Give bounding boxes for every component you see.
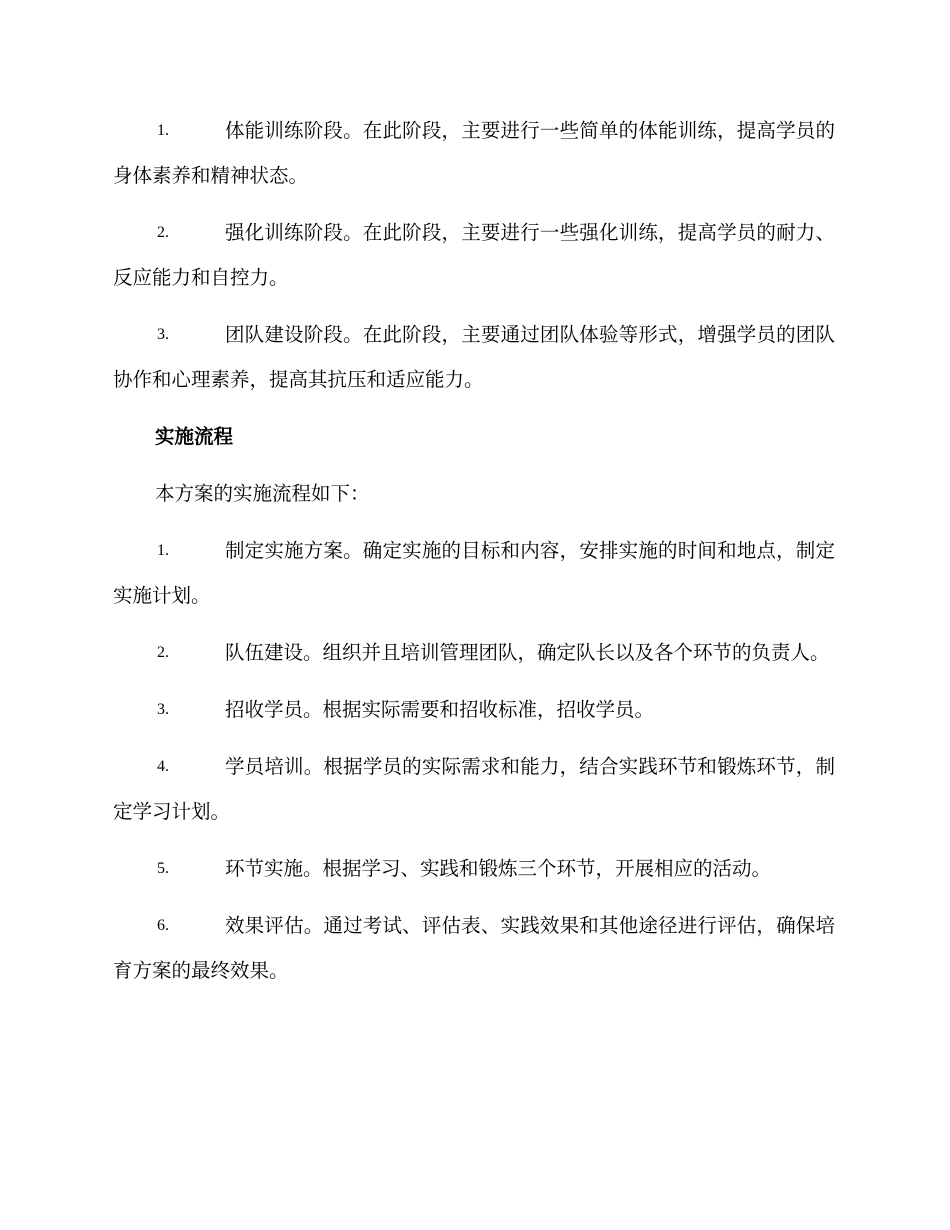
list-number: 2. <box>157 224 169 241</box>
list-text: 体能训练阶段。在此阶段，主要进行一些简单的体能训练，提高学员的身体素养和精神状态。 <box>113 119 835 187</box>
list-number: 3. <box>157 326 169 343</box>
list-text: 队伍建设。组织并且培训管理团队，确定队长以及各个环节的负责人。 <box>225 641 830 664</box>
list-text: 招收学员。根据实际需要和招收标准，招收学员。 <box>225 698 655 721</box>
document-body <box>113 108 835 1005</box>
list-item <box>113 903 835 993</box>
list-text: 团队建设阶段。在此阶段，主要通过团队体验等形式，增强学员的团队协作和心理素养，提高其抗压和适应能力。 <box>113 323 835 391</box>
list-number: 2. <box>157 644 169 661</box>
section-intro: 本方案的实施流程如下： <box>155 482 370 505</box>
list-item <box>113 108 835 198</box>
list-text: 环节实施。根据学习、实践和锻炼三个环节，开展相应的活动。 <box>225 857 772 880</box>
list-item <box>113 528 835 618</box>
list-number: 1. <box>157 542 169 559</box>
list-number: 1. <box>157 122 169 139</box>
list-text: 制定实施方案。确定实施的目标和内容，安排实施的时间和地点，制定实施计划。 <box>113 539 835 607</box>
list-number: 3. <box>157 701 169 718</box>
list-number: 5. <box>157 860 169 877</box>
implementation-steps-list <box>113 528 835 993</box>
list-item <box>113 210 835 300</box>
list-item <box>113 846 835 891</box>
list-text: 效果评估。通过考试、评估表、实践效果和其他途径进行评估，确保培育方案的最终效果。 <box>113 914 835 982</box>
list-item <box>113 312 835 402</box>
section-heading: 实施流程 <box>155 425 234 448</box>
list-number: 4. <box>157 758 169 775</box>
list-number: 6. <box>157 917 169 934</box>
list-item <box>113 630 835 675</box>
list-item <box>113 687 835 732</box>
list-item <box>113 744 835 834</box>
list-text: 强化训练阶段。在此阶段，主要进行一些强化训练，提高学员的耐力、反应能力和自控力。 <box>113 221 835 289</box>
training-stages-list <box>113 108 835 402</box>
list-text: 学员培训。根据学员的实际需求和能力，结合实践环节和锻炼环节，制定学习计划。 <box>113 755 835 823</box>
